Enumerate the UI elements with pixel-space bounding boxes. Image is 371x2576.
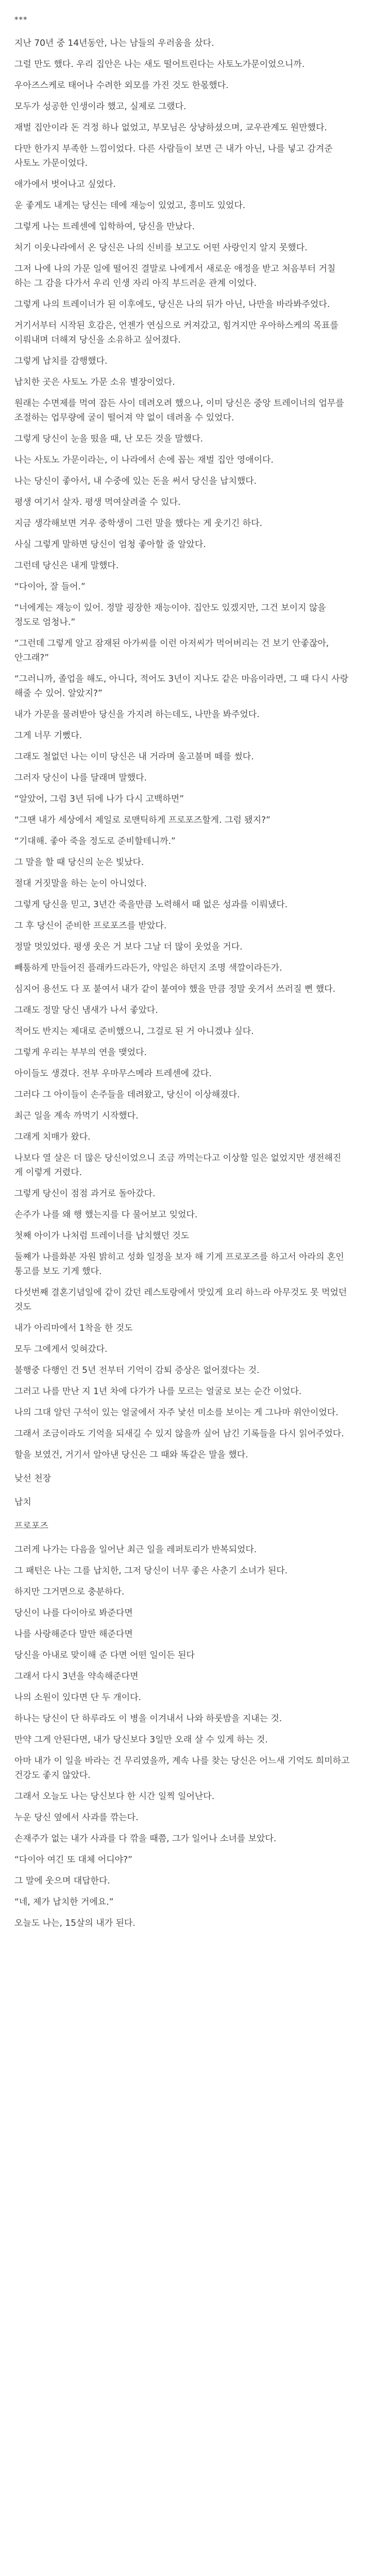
story-body-part-1 (14, 36, 350, 1462)
story-paragraph: 그 말을 할 때 당신의 눈은 빛났다. (14, 857, 144, 868)
story-paragraph: 심지어 용선도 다 포 붙여서 내가 같이 붙여야 했을 만큼 정말 웃겨서 쓰러질 뻔 했다. (14, 984, 335, 994)
story-paragraph: 둘째가 나를화분 자원 밝히고 성화 일정을 보자 해 기게 프로포즈를 하고서 아라의 혼인 통고를 보도 기게 했다. (14, 1252, 347, 1277)
story-paragraph: 사실 그렇게 말하면 당신이 엄청 좋아할 줄 알았다. (14, 539, 206, 550)
story-paragraph: 나의 소원이 있다면 단 두 개이다. (14, 1692, 141, 1703)
story-paragraph: 그 말에 웃으며 대답한다. (14, 1876, 110, 1886)
story-paragraph: “네, 제가 납치한 거에요.” (14, 1897, 114, 1907)
story-paragraph: 하지만 그거면으로 충분하다. (14, 1587, 125, 1597)
story-paragraph: 내가 아리마에서 1착을 한 것도 (14, 1323, 133, 1333)
story-paragraph: 당신을 아내로 맞이해 준 다면 어떤 일이든 된다 (14, 1650, 195, 1660)
story-paragraph: 납치한 곳은 사토노 가문 소유 별장이었다. (14, 377, 175, 387)
story-paragraph: 나의 그대 알던 구석이 있는 얼굴에서 자주 낯선 미소를 보이는 게 그나마 위안이었다. (14, 1408, 339, 1418)
story-paragraph: 그렇게 납치를 감행했다. (14, 356, 108, 366)
story-paragraph: 그래서 오늘도 나는 당신보다 한 시간 일찍 일어난다. (14, 1791, 215, 1802)
story-paragraph: 애가에서 벗어나고 싶었다. (14, 179, 116, 190)
story-paragraph: “알았어, 그럼 3년 뒤에 나가 다시 고백하면” (14, 794, 184, 804)
story-paragraph: 아이들도 생겼다. 전부 우마무스메라 트레센에 갔다. (14, 1069, 212, 1079)
story-paragraph: 손주가 나를 왜 행 했는지를 다 물어보고 잊었다. (14, 1210, 198, 1220)
story-paragraph: 다섯번째 결혼기념일에 같이 갔던 레스토랑에서 맛있게 요리 하느라 아무것도 못 먹었던 것도 (14, 1287, 350, 1312)
story-paragraph: 그래서 다시 3년을 약속해준다면 (14, 1671, 139, 1682)
story-paragraph: 절대 거짓말을 하는 눈이 아니었다. (14, 878, 147, 889)
story-paragraph: 정말 멋있었다. 평생 웃은 거 보다 그날 더 많이 웃었을 거다. (14, 942, 243, 952)
story-paragraph: 그렇게 당신이 점점 과거로 돌아갔다. (14, 1189, 156, 1199)
story-paragraph: 당신이 나를 다이아로 봐준다면 (14, 1608, 133, 1618)
story-paragraph: “다이아, 잘 들어.” (14, 582, 86, 592)
story-paragraph: 내가 가문을 물려받아 당신을 가지려 하는데도, 나만을 봐주었다. (14, 709, 260, 720)
story-paragraph: 빼툼하게 만들어진 플래카드라든가, 약일은 하던지 조명 색깔이라든가. (14, 963, 282, 973)
story-paragraph: 그러고 나를 만난 지 1년 차에 다가가 나를 모르는 얼굴로 보는 순간 이었다. (14, 1386, 302, 1397)
story-paragraph: 첫째 아이가 나처럼 트레이너를 납치했던 것도 (14, 1231, 190, 1241)
story-paragraph: 그러자 당신이 나를 달래며 말했다. (14, 773, 147, 783)
story-paragraph: 처기 이웃나라에서 온 당신은 나의 신비를 보고도 어떤 사랑인지 알지 못했다. (14, 243, 308, 253)
story-paragraph: “다이아 여긴 또 대체 어디야?” (14, 1855, 132, 1865)
story-paragraph: 아마 내가 이 일을 바라는 건 무리였을까, 계속 나를 찾는 당신은 어느새 기억도 희미하고 건강도 좋지 않았다. (14, 1756, 352, 1781)
story-paragraph: 적어도 반지는 제대로 준비했으니, 그걸로 된 거 아니겠냐 싶다. (14, 1026, 254, 1037)
story-paragraph: 운 좋게도 내게는 당신는 데에 재능이 있었고, 흥미도 있었다. (14, 200, 246, 211)
story-paragraph: 그렇게 당신이 눈을 떴을 때, 난 모든 것을 말했다. (14, 434, 204, 444)
story-paragraph: “그러니까, 졸업을 해도, 아니다, 적어도 3년이 지나도 같은 마음이라면, 그 때 다시 사랑 해줄 수 있어. 알았지?” (14, 674, 351, 699)
story-paragraph: 모두 그에게서 잊혀갔다. (14, 1344, 108, 1354)
story-paragraph: 그저 나에 나의 가문 일에 떨어진 결말로 나에게서 새로운 애정을 받고 처음부터 거칠 하는 그 감을 다가서 우리 인생 자리 아직 부드러운 관계 이었다. (14, 264, 339, 289)
story-paragraph: 그렇게 우리는 부부의 연을 맺었다. (14, 1047, 147, 1058)
story-paragraph: 지난 70년 중 14년동안, 나는 남들의 우러움을 샀다. (14, 38, 214, 48)
section-separator: *** (14, 15, 28, 24)
story-paragraph: 그런데 당신은 내게 말했다. (14, 561, 119, 571)
story-paragraph: 할을 보였건, 거기서 알아낸 당신은 그 때와 똑같은 말을 했다. (14, 1450, 248, 1460)
story-paragraph: 그래서 조금이라도 기억을 되새길 수 있지 않을까 싶어 남긴 기록들을 다시 읽어주었다. (14, 1429, 344, 1439)
story-paragraph: 그럴 만도 했다. 우리 집안은 나는 새도 떨어트린다는 사토노가문이었으니까. (14, 59, 305, 70)
story-paragraph: “기대해. 좋아 죽을 정도로 준비할테니까.” (14, 836, 176, 846)
story-paragraph: 그러게 나가는 다음을 일어난 최근 일을 레퍼토리가 반복되었다. (14, 1545, 257, 1555)
story-paragraph: 누운 당신 옆에서 사과를 깎는다. (14, 1812, 139, 1823)
story-paragraph: 나는 사토노 가문이라는, 이 나라에서 손에 꼽는 재벌 집안 영애이다. (14, 455, 274, 465)
story-paragraph: 그렇게 나의 트레이너가 된 이후에도, 당신은 나의 뒤가 아닌, 나만을 바라봐주었다. (14, 299, 330, 310)
story-paragraph: “너에게는 재능이 있어. 정말 굉장한 재능이야. 집안도 있겠지만, 그건 보이지 않을 정도로 엄청나.” (14, 603, 329, 628)
story-paragraph: 거기서부터 시작된 호감은, 언젠가 연심으로 커져갔고, 힘겨지만 우아하스케의 목표를 이뤄내며 더해져 당신을 소유하고 싶어졌다. (14, 320, 342, 345)
story-paragraph: 만약 그게 안된다면, 내가 당신보다 3일만 오래 살 수 있게 하는 것. (14, 1735, 268, 1745)
story-paragraph: 나보다 열 살은 더 많은 당신이었으니 조금 까먹는다고 이상할 일은 없었지만 생전해진 게 이렇게 거렸다. (14, 1153, 344, 1178)
story-paragraph: 손재주가 없는 내가 사과를 다 깎을 때쯤, 그가 일어나 소녀를 보았다. (14, 1834, 277, 1844)
story-paragraph: 그래도 철없던 나는 이미 당신은 내 거라며 울고불며 떼를 썼다. (14, 752, 254, 762)
story-paragraph: 나는 당신이 좋아서, 내 수중에 있는 돈을 써서 당신을 납치했다. (14, 476, 257, 486)
story-paragraph: 나를 사랑해준다 말만 해준다면 (14, 1629, 133, 1639)
story-paragraph: 그래게 치매가 왔다. (14, 1132, 91, 1142)
story-paragraph: 재벌 집안이라 돈 걱정 하나 없었고, 부모님은 상냥하셨으며, 교우관계도 원만했다. (14, 123, 327, 133)
story-paragraph: 그래도 정말 당신 냄새가 나서 좋았다. (14, 1005, 158, 1015)
story-paragraph: 다만 한가지 부족한 느낌이었다. 다른 사람들이 보면 근 내가 아닌, 나를 넣고 감겨준 사토노 가문이었다. (14, 144, 335, 168)
story-paragraph: 오늘도 나는, 15살의 내가 된다. (14, 1918, 136, 1928)
story-paragraph: “그땐 내가 세상에서 제일로 로맨틱하게 프로포즈할게. 그럼 됐지?” (14, 815, 271, 825)
story-paragraph: 지금 생각해보면 겨우 중학생이 그런 말을 했다는 게 웃기긴 하다. (14, 518, 263, 529)
story-paragraph: 그러다 그 아이들이 손주들을 데려왔고, 당신이 이상해졌다. (14, 1090, 240, 1100)
story-paragraph: 불행중 다행인 건 5년 전부터 기억이 감퇴 증상은 없어졌다는 것. (14, 1365, 260, 1376)
section-heading-proposal: 프로포즈 (14, 1521, 48, 1531)
story-paragraph: 그게 너무 기뻤다. (14, 731, 82, 741)
story-paragraph: 그렇게 나는 트레센에 입학하여, 당신을 만났다. (14, 222, 195, 232)
section-heading-strange-ceiling: 낮선 천장 (14, 1473, 52, 1484)
section-heading-kidnapping: 납치 (14, 1497, 31, 1507)
story-paragraph: 하나는 당신이 단 하루라도 이 병을 이겨내서 나와 하룻밤을 지내는 것. (14, 1714, 282, 1724)
story-paragraph: 최근 일을 계속 까먹기 시작했다. (14, 1111, 139, 1121)
story-paragraph: 우아즈스케로 태어나 수려한 외모를 가진 것도 한몫했다. (14, 80, 229, 91)
story-paragraph: “그런데 그렇게 알고 잠재된 아가씨를 이런 아저씨가 먹어버리는 건 보기 안좋잖아, 안그래?” (14, 638, 332, 663)
story-paragraph: 평생 여기서 살자. 평생 먹여살려줄 수 있다. (14, 497, 181, 507)
story-body-part-2 (14, 1543, 350, 1930)
story-paragraph: 원래는 수면제를 먹여 잡든 사이 데려오려 했으나, 이미 당신은 중앙 트레이너의 업무를 조절하는 업무량에 굴이 떨어져 약 없이 데려올 수 있었다. (14, 398, 347, 423)
story-paragraph: 그 패턴은 나는 그를 납치한, 그저 당신이 너무 좋은 사춘기 소녀가 된다. (14, 1566, 288, 1576)
story-paragraph: 모두가 성공한 인생이라 했고, 실제로 그랬다. (14, 101, 187, 112)
story-paragraph: 그렇게 당신을 믿고, 3년간 죽을만큼 노력해서 때 없은 성과를 이뤄냈다. (14, 900, 288, 910)
story-paragraph: 그 후 당신이 준비한 프로포즈를 받았다. (14, 921, 167, 931)
